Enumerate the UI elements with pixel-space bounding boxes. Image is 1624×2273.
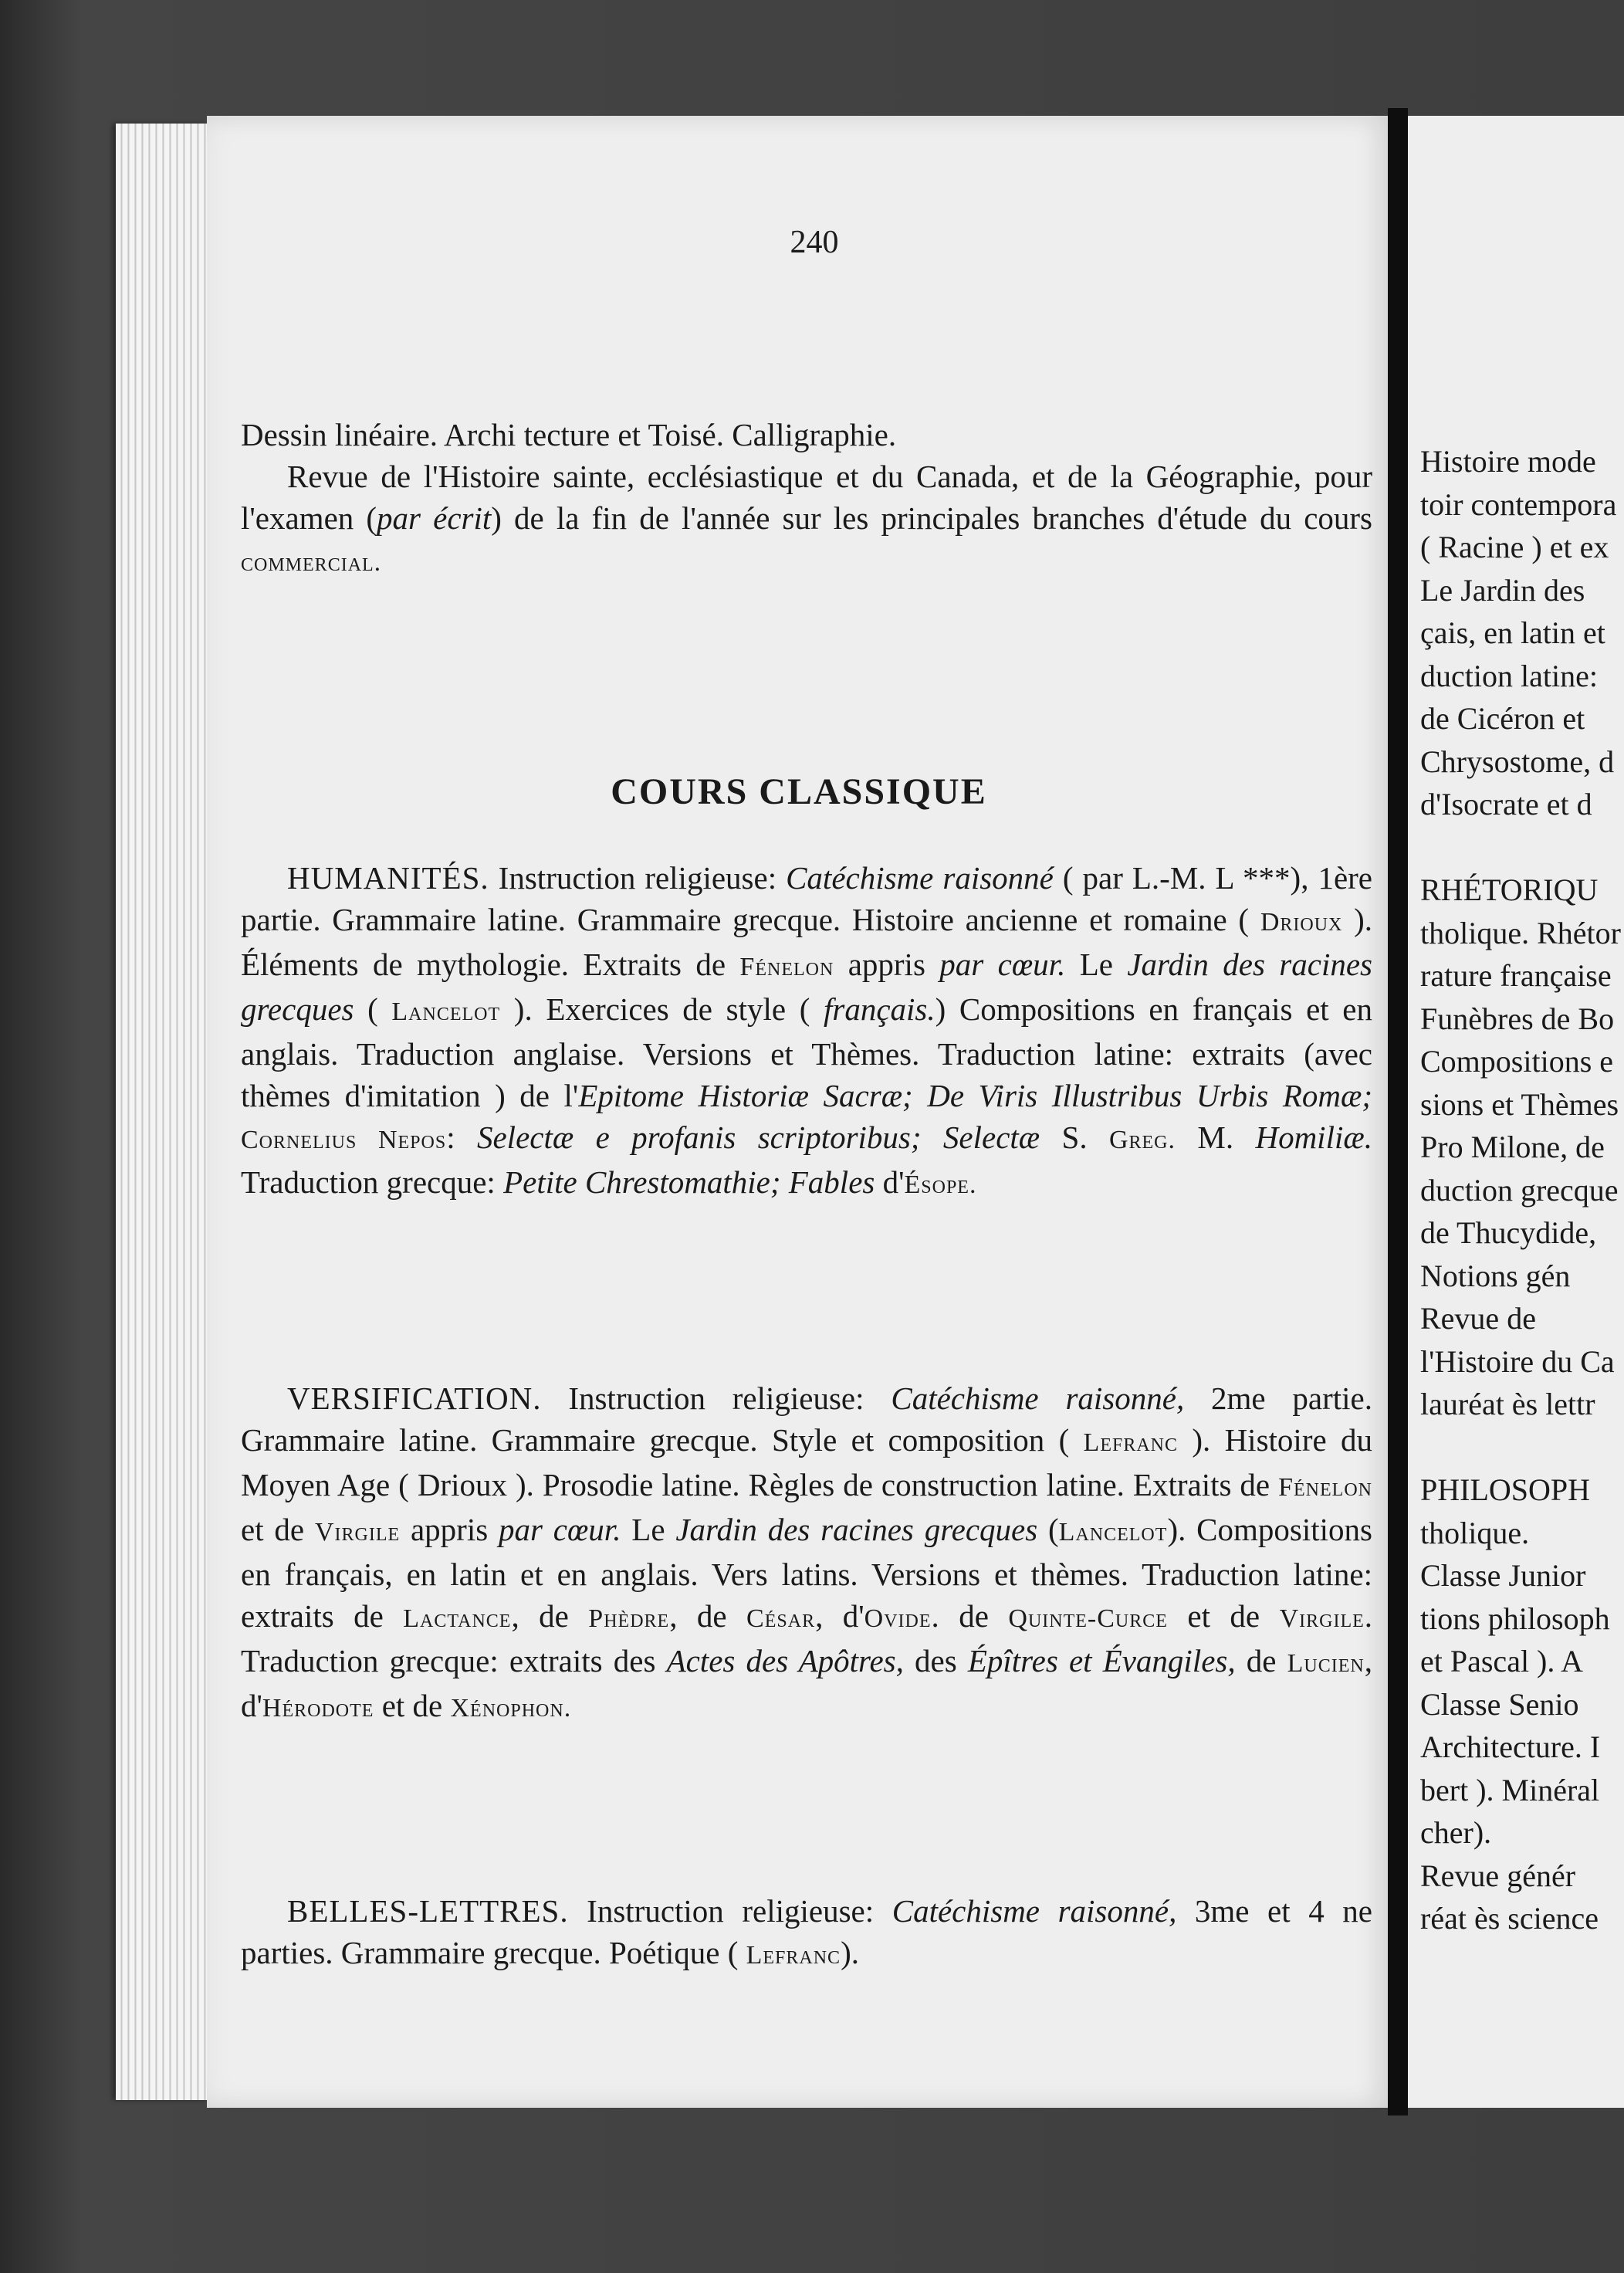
- right-page-line: bert ). Minéral: [1420, 1772, 1600, 1807]
- text-run: et de: [1167, 1598, 1280, 1634]
- text-run-smallcaps: Virgile: [314, 1518, 401, 1546]
- right-page-line: tholique. Rhétor: [1420, 915, 1621, 950]
- right-page-line: rature française: [1420, 958, 1612, 993]
- text-run: ). Histoire du Moyen Age ( Drioux ). Prosodie latine. Règles de construction latine. Extraits de: [241, 1422, 1372, 1502]
- text-run: Instruction religieuse:: [568, 1893, 892, 1929]
- text-run: 2me partie. Grammaire latine. Grammaire grecque. Style et composition (: [241, 1380, 1372, 1458]
- text-run: , de: [511, 1598, 589, 1634]
- right-page-line: ( Racine ) et ex: [1420, 530, 1609, 564]
- page-number: 240: [790, 225, 839, 260]
- right-page-text: [1420, 440, 1624, 1940]
- right-page-line: toir contempora: [1420, 486, 1617, 522]
- text-run-italic: français.: [823, 991, 935, 1027]
- right-page-line: cher).: [1420, 1815, 1492, 1850]
- right-page-line: [1420, 1426, 1624, 1469]
- right-page-line: Notions gén: [1420, 1258, 1571, 1293]
- text-run: . de: [931, 1598, 1009, 1634]
- right-page-line: réat ès science: [1420, 1901, 1599, 1936]
- right-page-line: tions philosoph: [1420, 1601, 1610, 1636]
- text-run-italic: Epitome Historiæ Sacræ; De Viris Illustribus Urbis Romæ;: [578, 1078, 1372, 1113]
- text-run-smallcaps: Ésope.: [904, 1170, 977, 1199]
- right-page-line: et Pascal ). A: [1420, 1644, 1584, 1678]
- right-page-line: RHÉTORIQU: [1420, 872, 1599, 907]
- section-label: BELLES-LETTRES.: [287, 1893, 569, 1929]
- right-page-line: Classe Senio: [1420, 1686, 1579, 1722]
- section-label: HUMANITÉS.: [287, 860, 489, 896]
- humanites-paragraph: [241, 857, 1372, 1206]
- right-page-line: Chrysostome, d: [1420, 744, 1615, 779]
- text-run: ) de la fin de l'année sur les principales branches d'étude du cours: [491, 500, 1373, 536]
- section-label: VERSIFICATION.: [287, 1380, 542, 1416]
- text-run: ) Compositions en français et en anglais. Traduction anglaise. Versions et Thèmes. Traduction latine: extraits (avec thèmes d'imitation ) de l': [241, 991, 1372, 1113]
- text-run: ). Éléments de mythologie. Extraits de: [241, 902, 1372, 982]
- text-run: (: [354, 991, 392, 1027]
- text-run-italic: Jardin des racines grecques: [241, 947, 1372, 1027]
- text-run: et de: [374, 1688, 451, 1723]
- text-run-smallcaps: Lefranc: [1083, 1428, 1179, 1457]
- text-run: et de: [241, 1512, 315, 1547]
- right-page-line: sions et Thèmes: [1420, 1086, 1619, 1122]
- text-run-smallcaps: Lancelot: [1058, 1518, 1168, 1546]
- text-run: Traduction grecque:: [241, 1164, 504, 1200]
- intro-block: [241, 414, 1372, 584]
- text-run-smallcaps: Ovide: [864, 1604, 932, 1633]
- right-page-line: Classe Junior: [1420, 1558, 1586, 1593]
- right-page-line: Revue génér: [1420, 1858, 1576, 1893]
- book-gutter: [1388, 108, 1408, 2115]
- right-page-line: PHILOSOPH: [1420, 1472, 1591, 1507]
- text-run-italic: Petite Chrestomathie; Fables: [503, 1164, 875, 1200]
- text-run-smallcaps: Greg.: [1108, 1126, 1176, 1154]
- right-page-line: Architecture. I: [1420, 1729, 1601, 1764]
- text-run: Le: [621, 1512, 676, 1547]
- section-heading: COURS CLASSIQUE: [611, 771, 987, 812]
- right-page-line: duction grecque: [1420, 1172, 1619, 1208]
- text-run-italic: Épîtres et Évangiles,: [967, 1643, 1236, 1678]
- text-run-smallcaps: Drioux: [1260, 908, 1343, 937]
- text-run-smallcaps: Lactance: [403, 1604, 512, 1633]
- right-page-line: Histoire mode: [1420, 444, 1596, 479]
- versification-section: [241, 1377, 1372, 1729]
- intro-line1: Dessin linéaire. Archi tecture et Toisé. Calligraphie.: [241, 417, 897, 452]
- text-run-italic: Catéchisme raisonné,: [892, 1893, 1177, 1929]
- text-run-smallcaps: César: [746, 1604, 816, 1633]
- right-page-line: de Thucydide,: [1420, 1215, 1597, 1250]
- text-run: ). Compositions en français, en latin et en anglais. Vers latins. Versions et thèmes. Traduction latine: extraits de: [241, 1512, 1372, 1634]
- text-run-smallcaps: Lancelot: [391, 998, 501, 1026]
- right-page-line: [1420, 826, 1624, 869]
- text-run-smallcaps: Lefranc: [746, 1941, 841, 1970]
- versification-paragraph: [241, 1377, 1372, 1729]
- right-page-line: çais, en latin et: [1420, 615, 1605, 650]
- text-run: Revue de l'Histoire sainte, ecclésiastique et du Canada, et de la Géographie, pour l'examen (: [241, 459, 1372, 536]
- text-run-italic: Catéchisme raisonné: [786, 860, 1054, 896]
- text-run-smallcaps: Fénelon: [739, 953, 834, 981]
- text-run: ). Exercices de style (: [500, 991, 824, 1027]
- text-run: appris: [834, 947, 940, 982]
- text-run-smallcaps: Quinte-Curce: [1008, 1604, 1168, 1633]
- text-run: des: [903, 1643, 968, 1678]
- intro-paragraph: [241, 456, 1372, 584]
- text-run: Instruction religieuse:: [489, 860, 787, 896]
- text-run-italic: par cœur.: [939, 947, 1066, 982]
- text-run: . Traduction grecque: extraits des: [241, 1598, 1373, 1678]
- right-page-line: Pro Milone, de: [1420, 1130, 1605, 1164]
- right-page-line: l'Histoire du Ca: [1420, 1343, 1615, 1379]
- text-run: :: [446, 1120, 477, 1155]
- belles-lettres-section: [241, 1890, 1372, 1977]
- text-run: S.: [1040, 1120, 1109, 1155]
- text-run-smallcaps: Cornelius Nepos: [241, 1126, 447, 1154]
- right-page-line: Compositions e: [1420, 1044, 1614, 1079]
- text-run-smallcaps: Virgile: [1279, 1604, 1365, 1633]
- text-run: d': [875, 1164, 905, 1200]
- text-run: , d': [815, 1598, 864, 1634]
- text-run: de: [1235, 1643, 1287, 1678]
- text-run: ).: [841, 1935, 859, 1970]
- text-run-italic: Homiliæ.: [1255, 1120, 1372, 1155]
- text-run-italic: par cœur.: [498, 1512, 621, 1547]
- right-page-line: tholique.: [1420, 1515, 1530, 1550]
- right-page-line: Revue de: [1420, 1301, 1536, 1336]
- text-run-smallcaps: Xénophon.: [450, 1694, 572, 1723]
- page-edges: [116, 124, 208, 2100]
- right-page-line: Funèbres de Bo: [1420, 1001, 1615, 1036]
- right-page-line: de Cicéron et: [1420, 701, 1585, 736]
- right-page-line: lauréat ès lettr: [1420, 1387, 1595, 1421]
- text-run-smallcaps: Fénelon: [1278, 1473, 1372, 1502]
- text-run-italic: Jardin des racines grecques: [675, 1512, 1038, 1547]
- text-run: ( par L.-M. L ***), 1ère partie. Grammaire latine. Grammaire grecque. Histoire ancienne et romaine (: [241, 860, 1372, 937]
- belles-lettres-paragraph: [241, 1890, 1372, 1977]
- right-page-line: duction latine:: [1420, 658, 1598, 693]
- text-run: , d': [241, 1643, 1372, 1723]
- text-run-smallcaps: Hérodote: [262, 1694, 374, 1723]
- text-run-smallcaps: commercial.: [241, 548, 382, 577]
- text-run-smallcaps: Phèdre: [588, 1604, 670, 1633]
- right-page-line: d'Isocrate et d: [1420, 787, 1592, 821]
- humanites-section: [241, 857, 1372, 1206]
- text-run-smallcaps: Lucien: [1287, 1649, 1365, 1678]
- text-run: Le: [1065, 947, 1128, 982]
- text-run-italic: par écrit: [377, 500, 492, 536]
- text-run: Instruction religieuse:: [541, 1380, 892, 1416]
- text-run-italic: Selectæ e profanis scriptoribus; Selectæ: [476, 1120, 1040, 1155]
- text-run: 3me et 4 ne parties. Grammaire grecque. Poétique (: [241, 1893, 1372, 1970]
- text-run: , de: [669, 1598, 747, 1634]
- text-run: (: [1037, 1512, 1059, 1547]
- text-run-italic: Catéchisme raisonné,: [891, 1380, 1185, 1416]
- text-run-italic: Actes des Apôtres,: [666, 1643, 904, 1678]
- text-run: M.: [1176, 1120, 1256, 1155]
- right-page-line: Le Jardin des: [1420, 572, 1585, 608]
- text-run: appris: [400, 1512, 499, 1547]
